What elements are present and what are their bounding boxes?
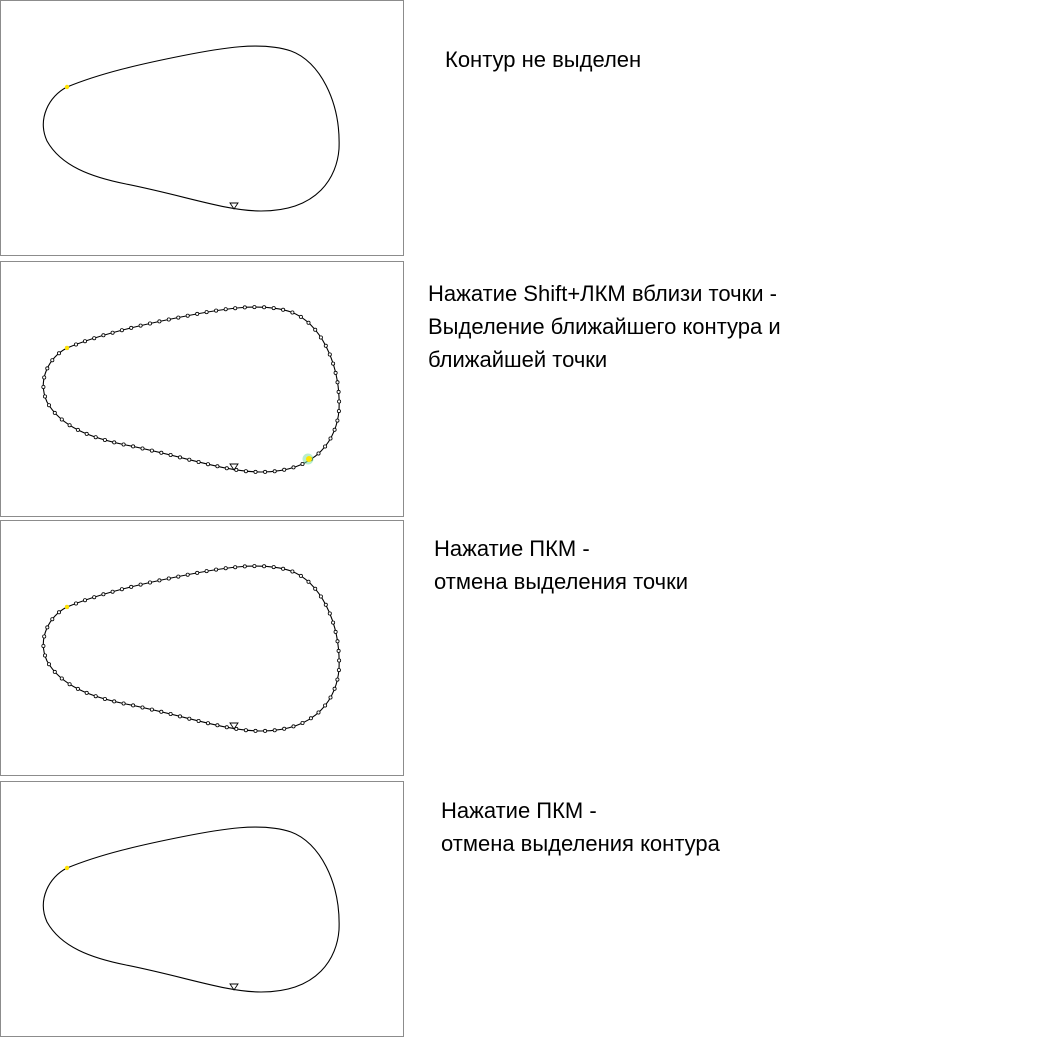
contour-node-icon[interactable]: [94, 436, 97, 439]
contour-node-icon[interactable]: [317, 452, 320, 455]
contour-node-icon[interactable]: [301, 721, 304, 724]
caption-step-1: [445, 43, 641, 76]
contour-node-icon[interactable]: [141, 447, 144, 450]
contour-nodes: [42, 565, 341, 733]
contour-node-icon[interactable]: [148, 581, 151, 584]
contour-node-icon[interactable]: [225, 726, 228, 729]
contour-node-icon[interactable]: [338, 400, 341, 403]
contour-node-icon[interactable]: [178, 456, 181, 459]
contour-node-icon[interactable]: [215, 309, 218, 312]
contour-node-icon[interactable]: [169, 453, 172, 456]
contour-node-icon[interactable]: [120, 588, 123, 591]
caption-line: Нажатие ПКМ -: [441, 798, 597, 823]
contour-node-icon[interactable]: [42, 385, 45, 388]
contour-node-icon[interactable]: [328, 612, 331, 615]
contour-node-icon[interactable]: [85, 691, 88, 694]
contour-node-icon[interactable]: [150, 449, 153, 452]
contour-node-icon[interactable]: [76, 687, 79, 690]
contour-node-icon[interactable]: [336, 640, 339, 643]
contour-node-icon[interactable]: [111, 331, 114, 334]
contour-node-icon[interactable]: [47, 663, 50, 666]
contour-node-icon[interactable]: [282, 567, 285, 570]
contour-node-icon[interactable]: [329, 437, 332, 440]
caption-line: Нажатие Shift+ЛКМ вблизи точки -: [428, 281, 777, 306]
contour-node-icon[interactable]: [83, 340, 86, 343]
contour-panel-1[interactable]: [0, 0, 404, 256]
contour-node-icon[interactable]: [206, 463, 209, 466]
contour-node-icon[interactable]: [224, 567, 227, 570]
contour-node-icon[interactable]: [254, 470, 257, 473]
caption-line: отмена выделения точки: [434, 569, 689, 594]
contour-node-icon[interactable]: [51, 618, 54, 621]
selected-point-dot-icon[interactable]: [306, 456, 312, 462]
contour-node-icon[interactable]: [177, 316, 180, 319]
contour-node-icon[interactable]: [282, 308, 285, 311]
contour-node-icon[interactable]: [74, 343, 77, 346]
contour-outline[interactable]: [43, 566, 339, 731]
contour-node-icon[interactable]: [74, 602, 77, 605]
contour-node-icon[interactable]: [324, 445, 327, 448]
contour-node-icon[interactable]: [160, 451, 163, 454]
contour-node-icon[interactable]: [292, 466, 295, 469]
contour-node-icon[interactable]: [197, 719, 200, 722]
contour-node-icon[interactable]: [307, 580, 310, 583]
contour-node-icon[interactable]: [273, 729, 276, 732]
contour-node-icon[interactable]: [93, 596, 96, 599]
contour-node-icon[interactable]: [178, 715, 181, 718]
contour-node-icon[interactable]: [130, 585, 133, 588]
contour-node-icon[interactable]: [333, 428, 336, 431]
start-point-icon: [65, 605, 69, 609]
contour-node-icon[interactable]: [253, 306, 256, 309]
caption-line: отмена выделения контура: [441, 831, 720, 856]
contour-node-icon[interactable]: [299, 315, 302, 318]
caption-step-3: [434, 532, 688, 598]
contour-node-icon[interactable]: [103, 438, 106, 441]
contour-node-icon[interactable]: [85, 432, 88, 435]
contour-node-icon[interactable]: [336, 678, 339, 681]
contour-node-icon[interactable]: [309, 717, 312, 720]
contour-outline[interactable]: [43, 827, 339, 992]
contour-node-icon[interactable]: [299, 574, 302, 577]
contour-node-icon[interactable]: [169, 712, 172, 715]
start-point-icon: [65, 346, 69, 350]
contour-outline[interactable]: [43, 307, 339, 472]
contour-node-icon[interactable]: [113, 441, 116, 444]
contour-node-icon[interactable]: [264, 729, 267, 732]
contour-node-icon[interactable]: [57, 352, 60, 355]
contour-node-icon[interactable]: [263, 306, 266, 309]
contour-node-icon[interactable]: [76, 428, 79, 431]
contour-node-icon[interactable]: [234, 307, 237, 310]
contour-node-icon[interactable]: [42, 644, 45, 647]
start-point-icon: [65, 85, 69, 89]
caption-line: ближайшей точки: [428, 347, 608, 372]
contour-node-icon[interactable]: [243, 306, 246, 309]
contour-node-icon[interactable]: [111, 590, 114, 593]
contour-node-icon[interactable]: [43, 376, 46, 379]
contour-node-icon[interactable]: [291, 311, 294, 314]
contour-node-icon[interactable]: [319, 595, 322, 598]
contour-node-icon[interactable]: [177, 575, 180, 578]
contour-panel-4[interactable]: [0, 781, 404, 1037]
contour-node-icon[interactable]: [122, 702, 125, 705]
contour-node-icon[interactable]: [338, 659, 341, 662]
contour-node-icon[interactable]: [196, 312, 199, 315]
contour-node-icon[interactable]: [141, 706, 144, 709]
contour-node-icon[interactable]: [197, 460, 200, 463]
contour-node-icon[interactable]: [103, 697, 106, 700]
contour-node-icon[interactable]: [60, 418, 63, 421]
contour-canvas[interactable]: [1, 521, 403, 775]
contour-node-icon[interactable]: [314, 587, 317, 590]
contour-node-icon[interactable]: [253, 565, 256, 568]
contour-node-icon[interactable]: [167, 577, 170, 580]
contour-node-icon[interactable]: [57, 611, 60, 614]
contour-node-icon[interactable]: [132, 704, 135, 707]
contour-node-icon[interactable]: [150, 708, 153, 711]
contour-node-icon[interactable]: [263, 565, 266, 568]
contour-node-icon[interactable]: [139, 583, 142, 586]
contour-node-icon[interactable]: [216, 465, 219, 468]
contour-outline[interactable]: [43, 46, 339, 211]
contour-node-icon[interactable]: [337, 669, 340, 672]
contour-node-icon[interactable]: [334, 630, 337, 633]
contour-node-icon[interactable]: [43, 654, 46, 657]
contour-node-icon[interactable]: [205, 311, 208, 314]
contour-node-icon[interactable]: [234, 566, 237, 569]
contour-node-icon[interactable]: [43, 635, 46, 638]
contour-canvas[interactable]: [1, 1, 403, 255]
contour-node-icon[interactable]: [43, 395, 46, 398]
contour-node-icon[interactable]: [68, 424, 71, 427]
contour-node-icon[interactable]: [68, 683, 71, 686]
contour-node-icon[interactable]: [225, 467, 228, 470]
contour-node-icon[interactable]: [336, 419, 339, 422]
contour-node-icon[interactable]: [158, 579, 161, 582]
contour-node-icon[interactable]: [139, 324, 142, 327]
contour-node-icon[interactable]: [333, 687, 336, 690]
contour-node-icon[interactable]: [336, 381, 339, 384]
contour-canvas[interactable]: [1, 782, 403, 1036]
contour-node-icon[interactable]: [332, 362, 335, 365]
start-point-icon: [65, 866, 69, 870]
contour-node-icon[interactable]: [167, 318, 170, 321]
contour-node-icon[interactable]: [337, 410, 340, 413]
contour-node-icon[interactable]: [196, 571, 199, 574]
contour-node-icon[interactable]: [273, 470, 276, 473]
contour-nodes: [42, 306, 341, 474]
contour-node-icon[interactable]: [334, 371, 337, 374]
contour-node-icon[interactable]: [188, 717, 191, 720]
contour-node-icon[interactable]: [47, 404, 50, 407]
caption-step-4: [441, 794, 720, 860]
contour-node-icon[interactable]: [283, 727, 286, 730]
contour-node-icon[interactable]: [264, 470, 267, 473]
contour-node-icon[interactable]: [83, 599, 86, 602]
contour-node-icon[interactable]: [244, 729, 247, 732]
contour-node-icon[interactable]: [332, 621, 335, 624]
contour-node-icon[interactable]: [272, 307, 275, 310]
contour-node-icon[interactable]: [324, 344, 327, 347]
caption-line: Выделение ближайшего контура и: [428, 314, 781, 339]
contour-node-icon[interactable]: [319, 336, 322, 339]
caption-line: Нажатие ПКМ -: [434, 536, 590, 561]
selected-point-icon: [303, 454, 314, 465]
contour-node-icon[interactable]: [254, 729, 257, 732]
contour-node-icon[interactable]: [224, 308, 227, 311]
contour-node-icon[interactable]: [291, 570, 294, 573]
contour-node-icon[interactable]: [328, 353, 331, 356]
contour-canvas[interactable]: [1, 262, 403, 516]
contour-node-icon[interactable]: [329, 696, 332, 699]
contour-node-icon[interactable]: [160, 710, 163, 713]
contour-node-icon[interactable]: [93, 337, 96, 340]
contour-node-icon[interactable]: [186, 573, 189, 576]
contour-node-icon[interactable]: [102, 334, 105, 337]
contour-node-icon[interactable]: [272, 566, 275, 569]
contour-node-icon[interactable]: [216, 724, 219, 727]
contour-node-icon[interactable]: [188, 458, 191, 461]
contour-panel-2[interactable]: [0, 261, 404, 517]
contour-node-icon[interactable]: [186, 314, 189, 317]
contour-node-icon[interactable]: [314, 328, 317, 331]
contour-node-icon[interactable]: [130, 326, 133, 329]
contour-node-icon[interactable]: [158, 320, 161, 323]
contour-node-icon[interactable]: [244, 470, 247, 473]
contour-node-icon[interactable]: [148, 322, 151, 325]
caption-line: Контур не выделен: [445, 47, 642, 72]
contour-node-icon[interactable]: [120, 329, 123, 332]
contour-node-icon[interactable]: [324, 603, 327, 606]
caption-step-2: [428, 277, 781, 376]
contour-node-icon[interactable]: [292, 725, 295, 728]
contour-node-icon[interactable]: [132, 445, 135, 448]
contour-panel-3[interactable]: [0, 520, 404, 776]
contour-node-icon[interactable]: [324, 704, 327, 707]
contour-node-icon[interactable]: [205, 570, 208, 573]
contour-node-icon[interactable]: [337, 390, 340, 393]
contour-node-icon[interactable]: [301, 462, 304, 465]
contour-node-icon[interactable]: [206, 722, 209, 725]
contour-node-icon[interactable]: [60, 677, 63, 680]
contour-node-icon[interactable]: [243, 565, 246, 568]
contour-node-icon[interactable]: [317, 711, 320, 714]
contour-node-icon[interactable]: [94, 695, 97, 698]
contour-node-icon[interactable]: [46, 626, 49, 629]
contour-node-icon[interactable]: [51, 359, 54, 362]
contour-node-icon[interactable]: [215, 568, 218, 571]
contour-node-icon[interactable]: [122, 443, 125, 446]
contour-node-icon[interactable]: [307, 321, 310, 324]
contour-node-icon[interactable]: [113, 700, 116, 703]
contour-node-icon[interactable]: [102, 593, 105, 596]
contour-node-icon[interactable]: [337, 649, 340, 652]
contour-node-icon[interactable]: [53, 670, 56, 673]
contour-node-icon[interactable]: [46, 367, 49, 370]
contour-node-icon[interactable]: [283, 468, 286, 471]
contour-node-icon[interactable]: [53, 411, 56, 414]
